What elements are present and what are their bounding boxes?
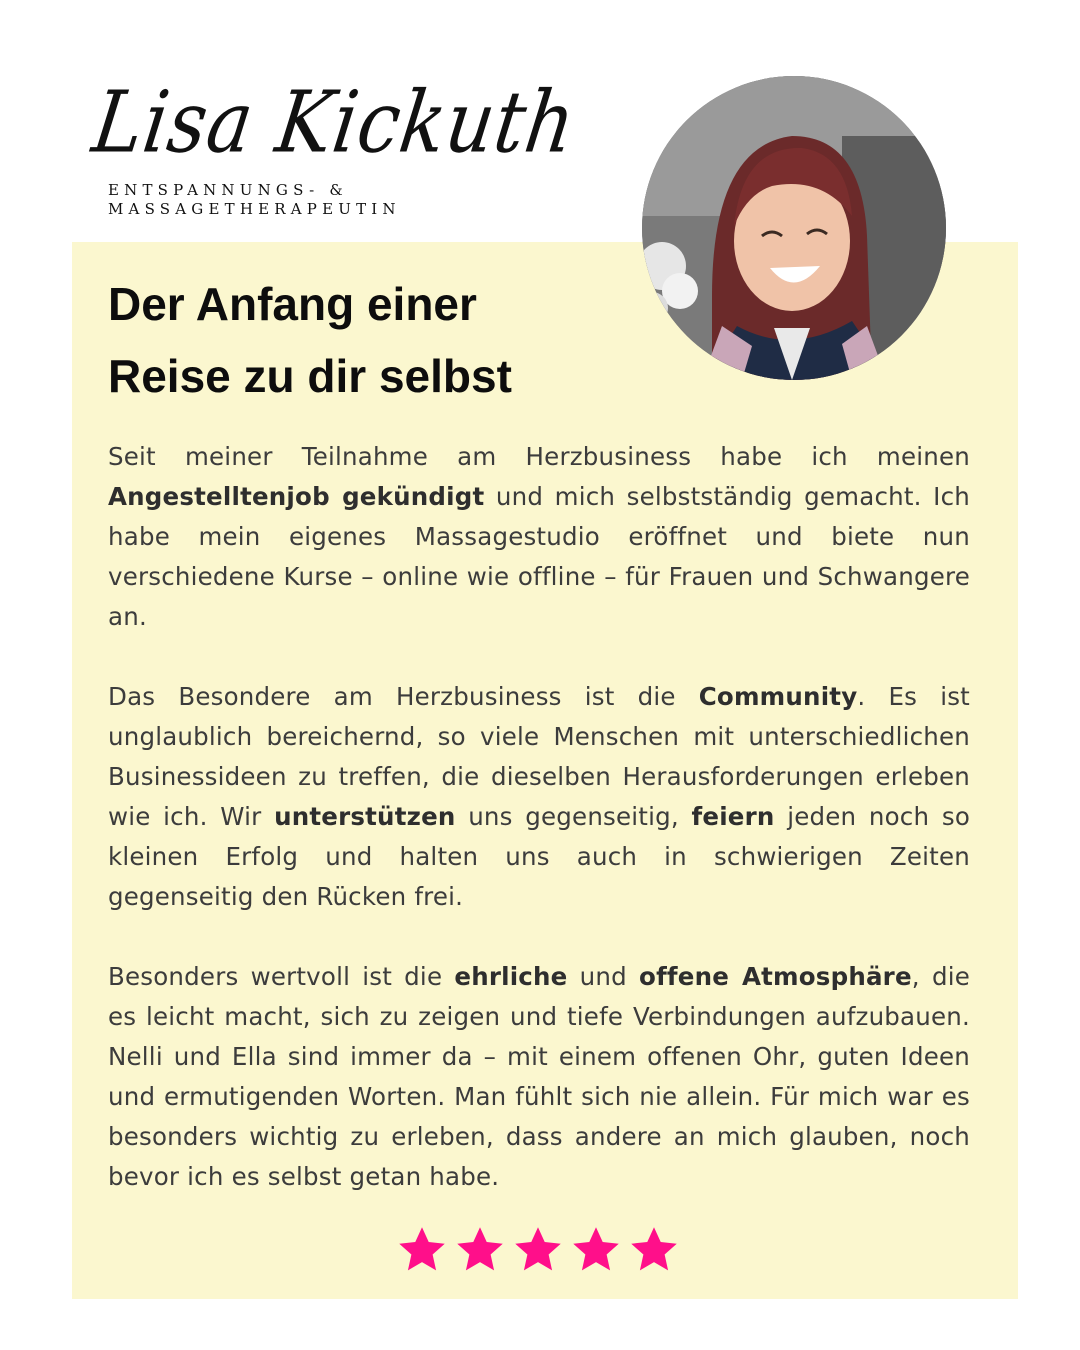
paragraph-2-text-e: jeden noch so kleinen Erfolg und halten uns auch in schwierigen Zeiten gegenseitig den Rücken frei. — [108, 802, 971, 911]
paragraph-1-text-c: und mich selbstständig gemacht. Ich habe mein eigenes Massagestudio eröffnet und biete nun verschiedene Kurse – online wie offline – für Frauen und Schwangere an. — [108, 482, 970, 631]
paragraph-2-text-a: Das Besondere am Herzbusiness ist die — [108, 682, 699, 711]
job-title — [108, 181, 401, 219]
star-icon — [570, 1224, 622, 1276]
paragraph-2 — [108, 677, 970, 917]
paragraph-2-highlight-2: unterstützen — [274, 802, 456, 831]
star-icon — [628, 1224, 680, 1276]
headline-line-1: Der Anfang einer — [108, 278, 477, 330]
star-icon — [512, 1224, 564, 1276]
portrait-photo — [642, 76, 946, 380]
paragraph-2-text-d: uns gegenseitig, — [455, 802, 692, 831]
paragraph-1 — [108, 437, 970, 637]
job-title-line-1: ENTSPANNUNGS- & — [108, 181, 348, 199]
paragraph-3-text-c: und — [567, 962, 640, 991]
paragraph-1-highlight-1: Angestelltenjob gekündigt — [108, 482, 485, 511]
paragraph-3-highlight-1: ehrliche — [454, 962, 568, 991]
paragraph-2-text-c: . Es ist unglaublich bereichernd, so viele Menschen mit unterschiedlichen Businessideen zu treffen, die dieselben Herausforderungen erleben wie ich. Wir — [108, 682, 970, 831]
headline-line-2: Reise zu dir selbst — [108, 350, 512, 402]
star-icon — [396, 1224, 448, 1276]
paragraph-1-text-a: Seit meiner Teilnahme am Herzbusiness habe ich meinen — [108, 442, 970, 471]
job-title-line-2: MASSAGETHERAPEUTIN — [108, 200, 401, 218]
paragraph-3-highlight-2: offene Atmosphäre — [639, 962, 912, 991]
headline — [108, 268, 648, 412]
paragraph-3-text-a: Besonders wertvoll ist die — [108, 962, 455, 991]
star-icon — [454, 1224, 506, 1276]
paragraph-3-text-d: , die es leicht macht, sich zu zeigen und tiefe Verbindungen aufzubauen. Nelli und Ella sind immer da – mit einem offenen Ohr, guten Ideen und ermutigenden Worten. Man fühlt sich nie allein. Für mich war es besonders wichtig zu erleben, dass andere an mich glauben, noch bevor ich es selbst getan habe. — [108, 962, 970, 1191]
paragraph-3 — [108, 957, 970, 1197]
paragraph-2-highlight-3: feiern — [691, 802, 775, 831]
paragraph-2-highlight-1: Community — [698, 682, 858, 711]
testimonial-body — [108, 437, 970, 1237]
star-rating — [396, 1224, 686, 1276]
signature-logo: Lisa Kickuth — [87, 73, 582, 172]
avatar — [642, 76, 946, 380]
